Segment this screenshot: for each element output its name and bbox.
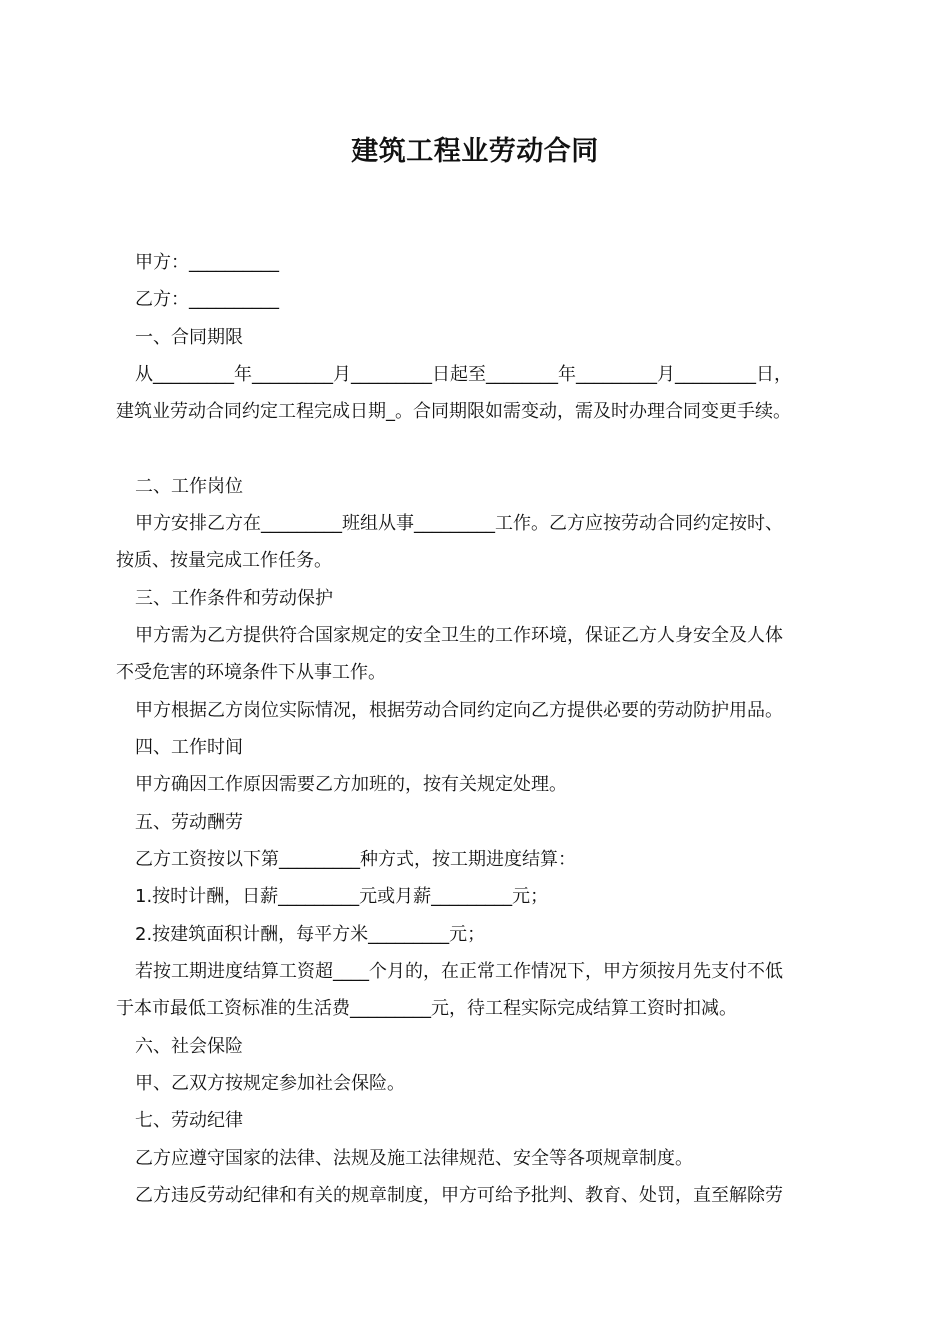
paragraph-line: 按质、按量完成工作任务。 [116,550,332,571]
paragraph-line: 建筑业劳动合同约定工程完成日期_。合同期限如需变动，需及时办理合同变更手续。 [116,401,791,422]
list-item: 2.按建筑面积计酬，每平方米_________元； [135,924,486,945]
paragraph-line: 甲方根据乙方岗位实际情况，根据劳动合同约定向乙方提供必要的劳动防护用品。 [135,700,783,721]
section-heading: 七、劳动纪律 [135,1110,243,1131]
paragraph-line: 从_________年_________月_________日起至________年_________月_________日， [135,364,792,385]
paragraph-line: 乙方违反劳动纪律和有关的规章制度，甲方可给予批判、教育、处罚，直至解除劳 [135,1185,783,1206]
section-heading: 二、工作岗位 [135,476,243,497]
paragraph-line: 于本市最低工资标准的生活费_________元，待工程实际完成结算工资时扣减。 [116,998,737,1019]
party-a-line: 甲方：__________ [135,252,279,273]
section-heading: 一、合同期限 [135,327,243,348]
document-title: 建筑工程业劳动合同 [351,136,599,167]
paragraph-line: 不受危害的环境条件下从事工作。 [116,662,386,683]
paragraph-line: 乙方应遵守国家的法律、法规及施工法律规范、安全等各项规章制度。 [135,1148,693,1169]
paragraph-line: 甲方需为乙方提供符合国家规定的安全卫生的工作环境，保证乙方人身安全及人体 [135,625,783,646]
list-item: 1.按时计酬，日薪_________元或月薪_________元； [135,886,549,907]
section-heading: 三、工作条件和劳动保护 [135,588,333,609]
section-heading: 五、劳动酬劳 [135,812,243,833]
paragraph-line: 甲、乙双方按规定参加社会保险。 [135,1073,405,1094]
party-b-line: 乙方：__________ [135,289,279,310]
paragraph-line: 乙方工资按以下第_________种方式，按工期进度结算： [135,849,576,870]
section-heading: 四、工作时间 [135,737,243,758]
paragraph-line: 甲方安排乙方在_________班组从事_________工作。乙方应按劳动合同约定按时、 [135,513,783,534]
paragraph-line: 甲方确因工作原因需要乙方加班的，按有关规定处理。 [135,774,567,795]
paragraph-line: 若按工期进度结算工资超____个月的，在正常工作情况下，甲方须按月先支付不低 [135,961,783,982]
section-heading: 六、社会保险 [135,1036,243,1057]
